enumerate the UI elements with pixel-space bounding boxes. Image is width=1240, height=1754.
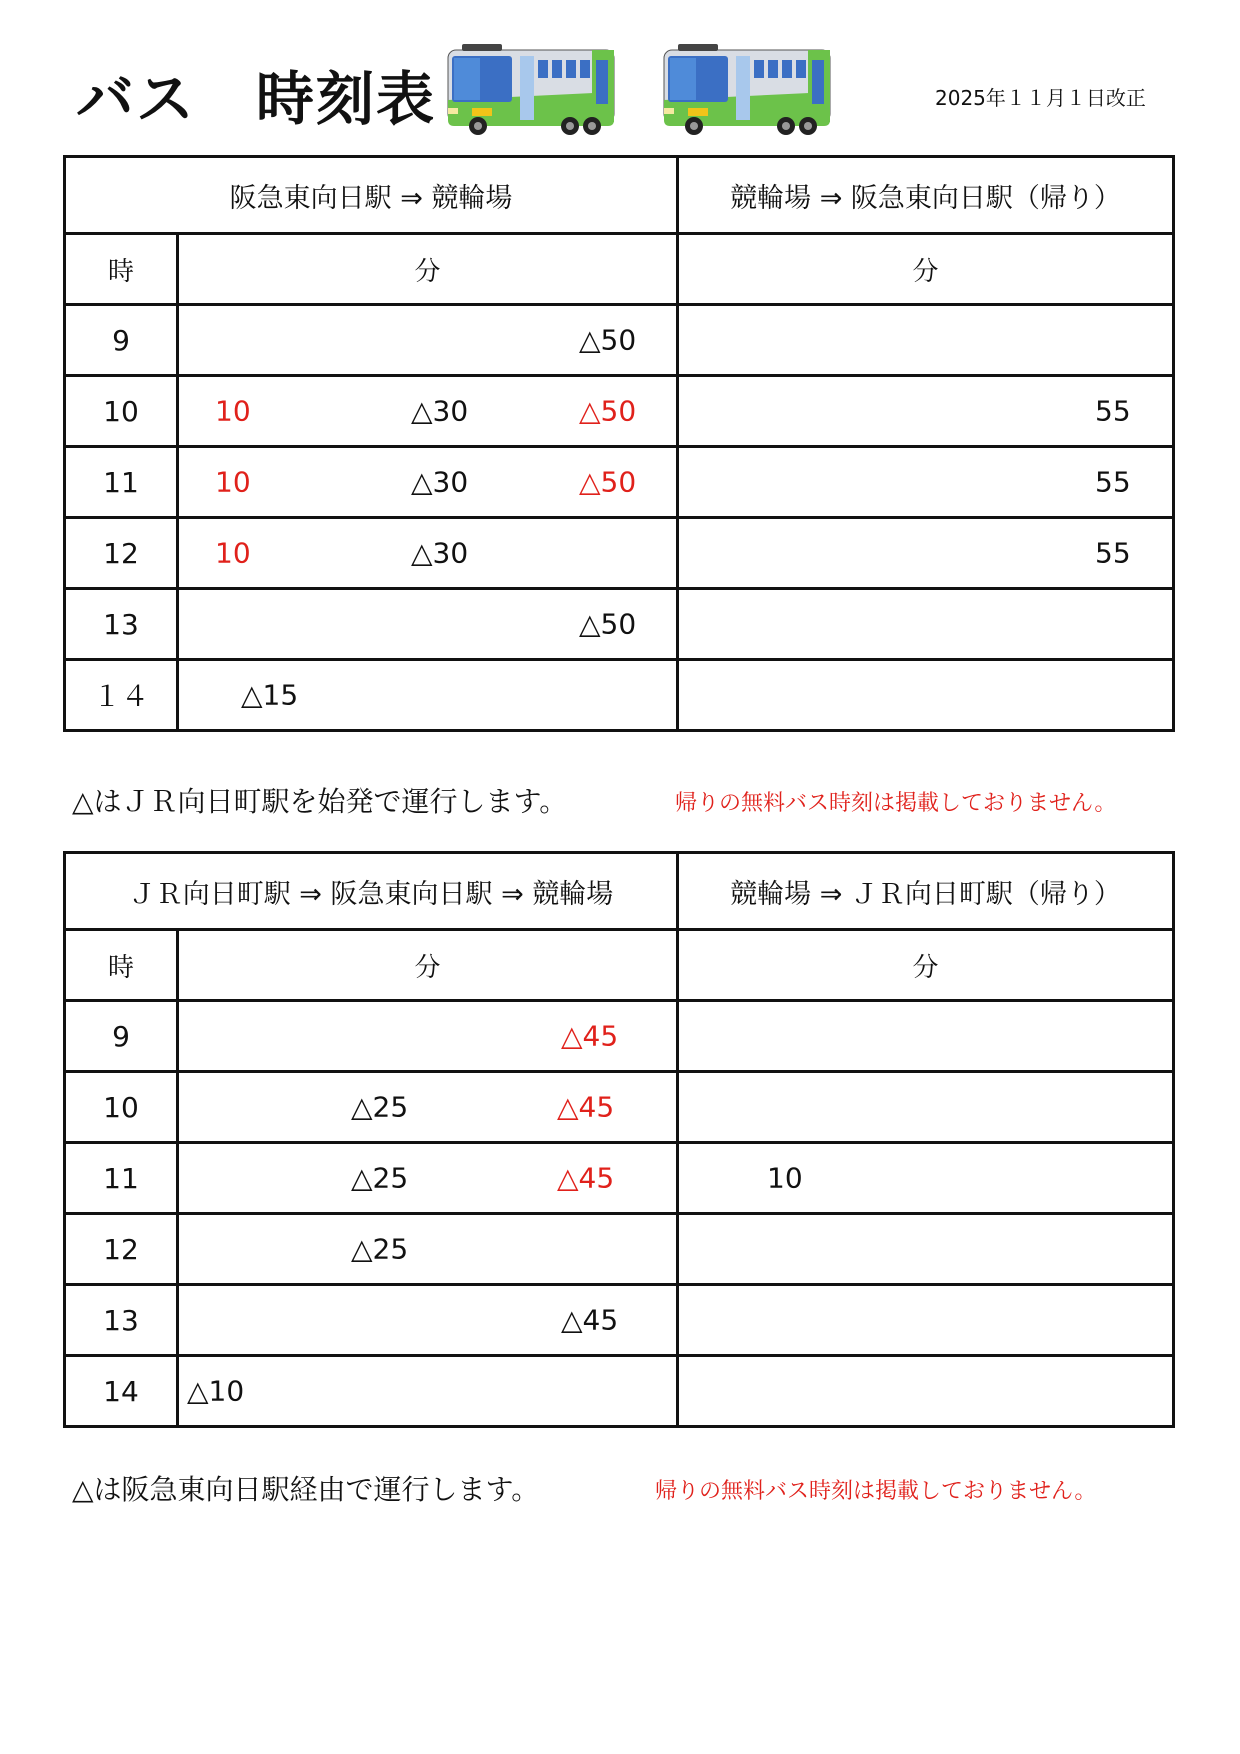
departure-minute: △30 — [411, 465, 469, 499]
return-minutes-cell — [678, 1072, 1174, 1143]
departure-minute: △50 — [579, 394, 637, 428]
departure-minute: △50 — [579, 323, 637, 357]
table-row — [65, 589, 1174, 660]
departure-minute: 10 — [215, 394, 251, 428]
table-row — [65, 1214, 1174, 1285]
departure-minute: △30 — [411, 394, 469, 428]
hour-cell: 9 — [65, 1001, 178, 1072]
route-header-row — [65, 853, 1174, 930]
bus-icon — [658, 42, 840, 136]
outbound-minutes-cell — [178, 660, 678, 731]
return-minutes-cell — [678, 518, 1174, 589]
departure-minute: 10 — [215, 536, 251, 570]
return-minutes-cell — [678, 1001, 1174, 1072]
hour-cell: 13 — [65, 1285, 178, 1356]
outbound-minutes-cell — [178, 376, 678, 447]
table-row — [65, 1356, 1174, 1427]
revision-date: 2025年１１月１日改正 — [935, 86, 1146, 110]
column-header-row — [65, 234, 1174, 305]
hour-cell: 12 — [65, 518, 178, 589]
outbound-minutes-cell — [178, 305, 678, 376]
minute-header-outbound: 分 — [178, 234, 678, 305]
page-title: バス 時刻表 — [76, 65, 437, 133]
hour-cell: 11 — [65, 1143, 178, 1214]
return-minute: 10 — [767, 1161, 803, 1195]
route-header-row — [65, 157, 1174, 234]
hour-cell: 13 — [65, 589, 178, 660]
hour-header: 時 — [65, 234, 178, 305]
return-route-heading: 競輪場 ⇒ 阪急東向日駅（帰り） — [678, 157, 1174, 234]
departure-minute: △15 — [241, 678, 299, 712]
outbound-minutes-cell — [178, 447, 678, 518]
departure-minute: △25 — [351, 1090, 409, 1124]
outbound-minutes-cell — [178, 1001, 678, 1072]
departure-minute: △25 — [351, 1161, 409, 1195]
table-row — [65, 1285, 1174, 1356]
hour-cell: 12 — [65, 1214, 178, 1285]
table1-return-notice: 帰りの無料バス時刻は掲載しておりません。 — [675, 791, 1117, 816]
hour-cell: 14 — [65, 1356, 178, 1427]
outbound-route-heading: 阪急東向日駅 ⇒ 競輪場 — [65, 157, 678, 234]
hour-cell: 10 — [65, 376, 178, 447]
table-row — [65, 376, 1174, 447]
return-minutes-cell — [678, 447, 1174, 518]
departure-minute: △30 — [411, 536, 469, 570]
table-row — [65, 518, 1174, 589]
outbound-minutes-cell — [178, 1143, 678, 1214]
return-minutes-cell — [678, 589, 1174, 660]
departure-minute: △45 — [557, 1161, 615, 1195]
return-minutes-cell — [678, 660, 1174, 731]
minute-header-outbound: 分 — [178, 930, 678, 1001]
outbound-minutes-cell — [178, 1214, 678, 1285]
outbound-minutes-cell — [178, 589, 678, 660]
hour-cell: 9 — [65, 305, 178, 376]
bus-icon — [442, 42, 624, 136]
outbound-minutes-cell — [178, 518, 678, 589]
return-minute: 55 — [1095, 465, 1131, 499]
return-minutes-cell — [678, 1143, 1174, 1214]
return-minutes-cell — [678, 1356, 1174, 1427]
departure-minute: 10 — [215, 465, 251, 499]
hour-cell: １４ — [65, 660, 178, 731]
return-minutes-cell — [678, 1285, 1174, 1356]
table-row — [65, 1143, 1174, 1214]
column-header-row — [65, 930, 1174, 1001]
outbound-route-heading: ＪＲ向日町駅 ⇒ 阪急東向日駅 ⇒ 競輪場 — [65, 853, 678, 930]
departure-minute: △45 — [561, 1019, 619, 1053]
hour-cell: 10 — [65, 1072, 178, 1143]
minute-header-return: 分 — [678, 234, 1174, 305]
table-row — [65, 447, 1174, 518]
departure-minute: △50 — [579, 607, 637, 641]
return-minute: 55 — [1095, 536, 1131, 570]
departure-minute: △50 — [579, 465, 637, 499]
departure-minute: △10 — [187, 1374, 245, 1408]
hour-cell: 11 — [65, 447, 178, 518]
table-row — [65, 1072, 1174, 1143]
outbound-minutes-cell — [178, 1285, 678, 1356]
return-minutes-cell — [678, 305, 1174, 376]
minute-header-return: 分 — [678, 930, 1174, 1001]
table2-return-notice: 帰りの無料バス時刻は掲載しておりません。 — [655, 1479, 1097, 1504]
timetable-hankyu — [63, 155, 1175, 732]
outbound-minutes-cell — [178, 1356, 678, 1427]
table2-footnote: △は阪急東向日駅経由で運行します。 — [72, 1473, 540, 1506]
table-row — [65, 305, 1174, 376]
outbound-minutes-cell — [178, 1072, 678, 1143]
return-minute: 55 — [1095, 394, 1131, 428]
departure-minute: △45 — [561, 1303, 619, 1337]
table-row — [65, 660, 1174, 731]
timetable-jr — [63, 851, 1175, 1428]
return-minutes-cell — [678, 376, 1174, 447]
departure-minute: △25 — [351, 1232, 409, 1266]
hour-header: 時 — [65, 930, 178, 1001]
table-row — [65, 1001, 1174, 1072]
departure-minute: △45 — [557, 1090, 615, 1124]
table1-footnote: △はＪＲ向日町駅を始発で運行します。 — [72, 785, 568, 818]
return-route-heading: 競輪場 ⇒ ＪＲ向日町駅（帰り） — [678, 853, 1174, 930]
return-minutes-cell — [678, 1214, 1174, 1285]
